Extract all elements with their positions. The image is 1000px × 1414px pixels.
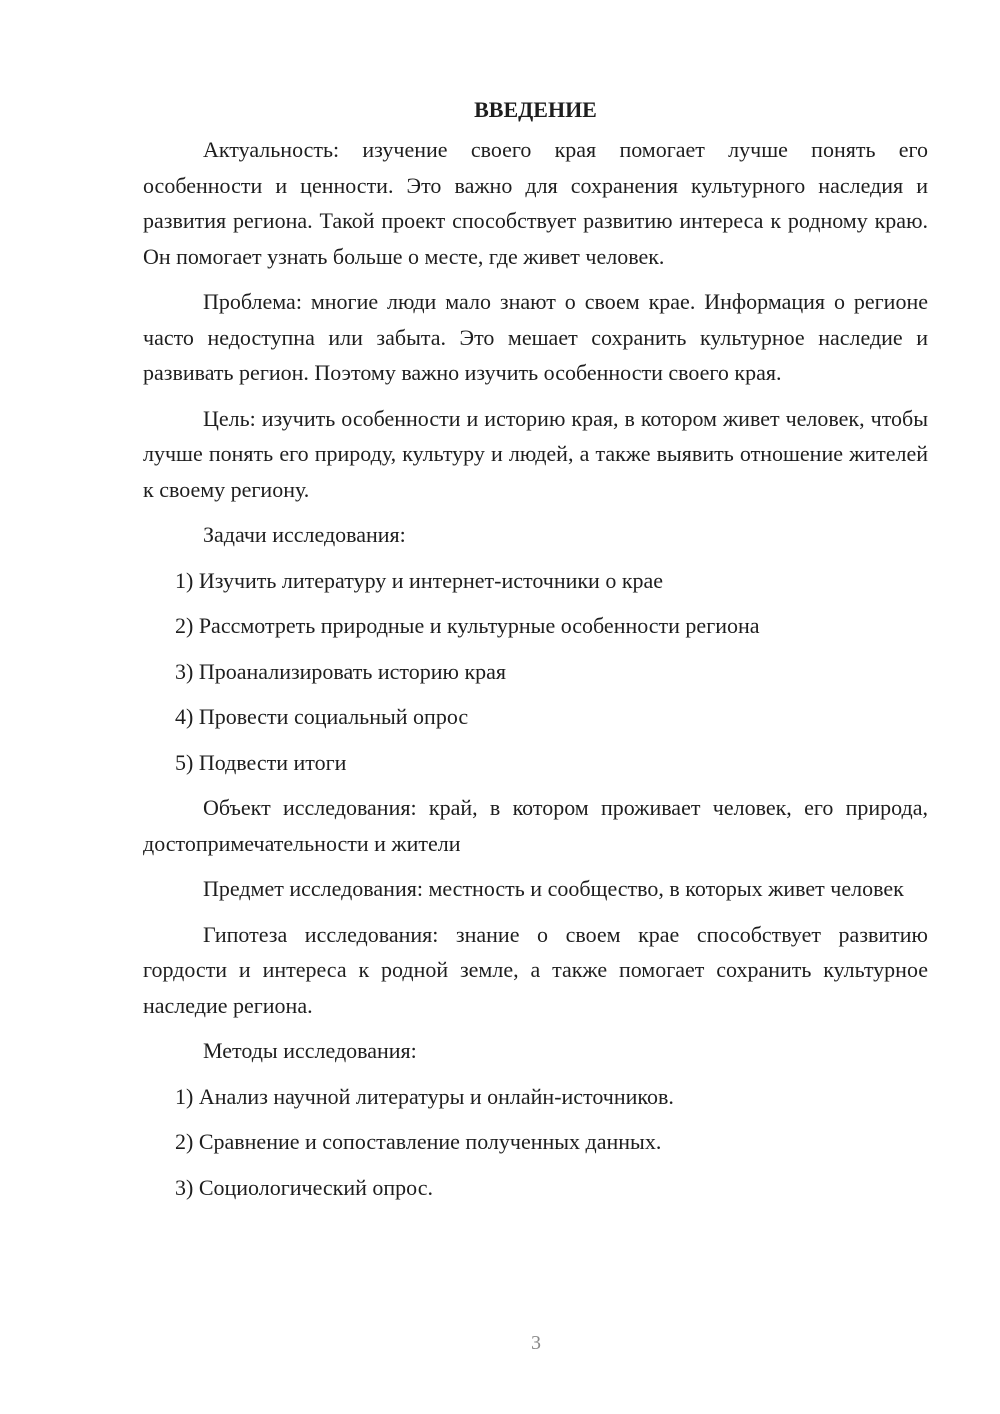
hypothesis-paragraph: Гипотеза исследования: знание о своем крае способствует развитию гордости и интереса к родной земле, а также помогает сохранить культурное наследие региона.: [143, 921, 928, 1018]
tasks-label: Задачи исследования:: [203, 522, 406, 547]
document-page: [143, 92, 928, 1215]
task-item: 1) Изучить литературу и интернет-источники о крае: [175, 567, 664, 593]
task-item: 2) Рассмотреть природные и культурные особенности региона: [175, 613, 760, 638]
task-item: 4) Провести социальный опрос: [175, 704, 469, 729]
methods-label: Методы исследования:: [203, 1038, 417, 1063]
task-item: 5) Подвести итоги: [175, 749, 347, 775]
method-item: 1) Анализ научной литературы и онлайн-источников.: [175, 1083, 674, 1109]
goal-paragraph: Цель: изучить особенности и историю края, в котором живет человек, чтобы лучше понять его природу, культуру и людей, а также выявить отношение жителей к своему региону.: [143, 405, 928, 502]
subject-paragraph: Предмет исследования: местность и сообщество, в которых живет человек: [203, 876, 904, 901]
method-item: 3) Социологический опрос.: [175, 1174, 433, 1200]
object-paragraph: Объект исследования: край, в котором проживает человек, его природа, достопримечательности и жители: [143, 795, 928, 856]
tasks-list: [143, 563, 928, 781]
problem-paragraph: Проблема: многие люди мало знают о своем крае. Информация о регионе часто недоступна или забыта. Это мешает сохранить культурное наследие и развивать регион. Поэтому важно изучить особенности своего края.: [143, 289, 928, 385]
methods-list: [143, 1079, 928, 1206]
task-item: 3) Проанализировать историю края: [175, 658, 507, 684]
relevance-paragraph: Актуальность: изучение своего края помогает лучше понять его особенности и ценности. Это важно для сохранения культурного наследия и развития региона. Такой проект способствует развитию интереса к родному краю. Он помогает узнать больше о месте, где живет человек.: [143, 137, 928, 269]
page-title: ВВЕДЕНИЕ: [474, 97, 597, 122]
page-number: 3: [531, 1332, 541, 1354]
method-item: 2) Сравнение и сопоставление полученных данных.: [175, 1129, 662, 1154]
